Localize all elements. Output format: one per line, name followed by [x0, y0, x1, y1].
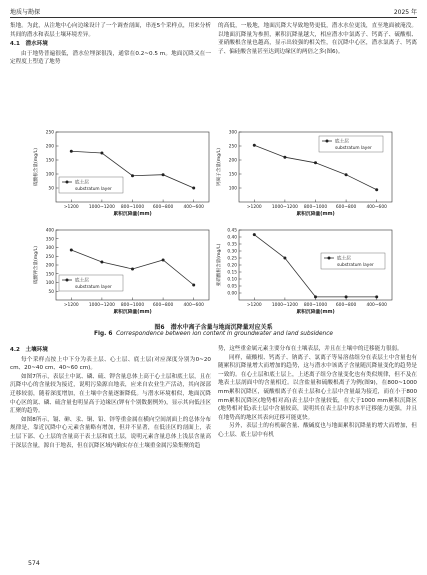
paragraph: 如图7所示，表层土中氮、磷、硫、钾含量总体上高于心土层和底土层，且在沉降中心的含量较为接近，说明污染源自地表，应来自农业生产活动，其向深部迁移较弱，随着深度增加，在土壤中含量逐渐降低。与潜水环境相似，地面沉降中心区的氮、磷、硫含量也明显高于边缘区(钾有个别数据例外)，显示其向低洼区汇聚的趋势。	[10, 373, 211, 415]
y-tick-label: 0.30	[227, 249, 237, 255]
right-column-bottom	[218, 345, 417, 440]
y-tick-label: 0.25	[227, 256, 237, 262]
data-point	[192, 284, 195, 287]
paragraph: 势，这些重金属元素主要分布在土壤表层，并且在土壤中的迁移能力很弱。	[218, 346, 403, 352]
legend-label-en: substratum layer	[337, 263, 374, 268]
y-tick-label: 350	[45, 237, 54, 243]
data-point	[162, 259, 165, 262]
data-point	[70, 150, 73, 153]
paragraph: 另外，表层土的有机碳含量、酸碱度也与地面累积沉降量的增大而增加，但心土层、底土层中有机	[218, 423, 417, 438]
y-tick-label: 200	[228, 158, 237, 164]
section-heading-4-1: 4.1 潜水环境	[10, 41, 48, 48]
chart-panel-d	[213, 224, 396, 322]
data-point	[162, 173, 165, 176]
x-tick-label: >1200	[246, 205, 262, 210]
header-rule	[10, 17, 417, 18]
chart-panel-c	[30, 224, 213, 322]
paragraph: 由于地势普遍很低，潜水位埋深很浅，通常在0.2~0.5 m。地面沉降又在一定程度上塑造了地势	[10, 50, 211, 66]
paragraph: 每个采样点按上中下分为表土层、心土层、底土层(对应深度分别为0~20 cm、20~40 cm、40~60 cm)。	[10, 356, 211, 372]
legend-label-en: substratum layer	[75, 187, 112, 192]
data-point	[283, 156, 286, 159]
x-tick-label: 400~600	[366, 303, 387, 308]
x-tick-label: >1200	[63, 205, 79, 210]
y-tick-label: 0.15	[227, 270, 237, 276]
figure-label: Fig. 6	[94, 331, 113, 337]
data-point	[345, 173, 348, 176]
y-tick-label: 150	[45, 158, 54, 164]
x-tick-label: 1000~1200	[88, 205, 115, 210]
legend-label-cn: 底土层	[335, 139, 349, 145]
y-axis-label: 亚硝酸根含量(mg/L)	[217, 243, 222, 287]
y-tick-label: 0.00	[227, 291, 237, 297]
x-tick-label: 800~1000	[303, 205, 328, 210]
legend-label-cn: 底土层	[337, 256, 351, 262]
data-point	[375, 188, 378, 191]
y-tick-label: 250	[45, 254, 54, 260]
left-column-bottom	[10, 345, 211, 450]
data-point	[314, 161, 317, 164]
x-tick-label: 400~600	[183, 205, 204, 210]
y-tick-label: 150	[45, 272, 54, 278]
y-tick-label: 400	[45, 228, 54, 234]
figure-caption-cn: 图6 潜水中离子含量与地面沉降量对应关系	[154, 324, 273, 331]
y-tick-label: 100	[228, 186, 237, 192]
paragraph: 如图8所示，镉、砷、汞、铜、铅、锌等重金属在横向空间剖面上的总体分布规律是，靠近沉降中心元素含量略有增加，但并不显著，在低洼区的剖面上，表土层下部、心土层的含量高于表土层和底土层，说明元素含量总体上浅层含量高于深层含量，源自于地表，但在沉降区域内确实存在土壤重金属污染集聚的趋	[10, 416, 211, 449]
journal-year: 2025 年	[393, 9, 417, 16]
x-tick-label: 1000~1200	[271, 205, 298, 210]
y-tick-label: 250	[228, 144, 237, 150]
x-tick-label: 800~1000	[303, 303, 328, 308]
y-axis-label: 硫酸钾含量(mg/L)	[34, 245, 39, 285]
x-tick-label: 1000~1200	[271, 303, 298, 308]
chart-panel-b	[213, 126, 396, 224]
paragraph: 同样，硫酸根、钙离子、钠离子、氯离子等易溶盐组分在表层土中含量也有随累积沉降量增大而增加的趋势，这与潜水中该离子含量随沉降量变化的趋势是一致的。在心土层和底土层上，上述离子组分含量变化也有类似规律，但不及在地表土层剖面中的含量相近。以含盐量和硫酸根离子为例(图9)，在800~1000 mm累积沉降区，硫酸根离子在表土层和心土层中含量最为接近，而在小于800 mm累积沉降区(地势相对高)表土层中含量较低，在大于1000 mm累积沉降区(地势相对低)表土层中含量较高，说明其在表土层中的水平迁移能力更强，并且在地势高的地区其表向迁移可能更快。	[218, 354, 417, 421]
paragraph: 集地。为此，从注地中心向边缘设计了一个调查剖面，串连5个采样点，用来分析其间的潜水和表层土壤环境差异。	[10, 23, 211, 38]
right-column-top	[218, 22, 417, 56]
data-point	[131, 268, 134, 271]
chart-panel-a	[30, 126, 213, 224]
y-tick-label: 0.40	[227, 235, 237, 241]
y-tick-label: 200	[45, 144, 54, 150]
x-tick-label: >1200	[63, 303, 79, 308]
section-heading-4-2: 4.2 土壤环境	[10, 347, 48, 353]
y-tick-label: 50	[48, 186, 54, 192]
data-point	[131, 174, 134, 177]
figure-caption-en	[10, 331, 417, 337]
x-tick-label: 600~800	[335, 303, 357, 308]
data-point	[100, 152, 103, 155]
legend-marker	[66, 279, 69, 282]
y-tick-label: 0.10	[227, 277, 237, 283]
legend-marker	[328, 257, 331, 260]
legend-marker	[326, 140, 329, 143]
y-tick-label: 0.05	[227, 284, 237, 290]
x-tick-label: 600~800	[335, 205, 357, 210]
y-tick-label: 0.35	[227, 242, 237, 248]
data-point	[375, 295, 378, 298]
y-tick-label: 300	[228, 130, 237, 136]
chart-svg-d	[213, 224, 396, 322]
y-axis-label: 钙离子含量(mg/L)	[217, 147, 222, 187]
y-tick-label: 300	[45, 246, 54, 252]
x-axis-label: 累积沉降量(mm)	[296, 212, 335, 217]
legend-label-cn: 底土层	[75, 278, 89, 284]
y-tick-label: 100	[45, 172, 54, 178]
y-tick-label: 200	[45, 263, 54, 269]
y-tick-label: 0.20	[227, 263, 237, 269]
data-point	[70, 249, 73, 252]
data-point	[314, 295, 317, 298]
y-axis-label: 硫酸根含量(mg/L)	[34, 147, 39, 187]
figure-6	[30, 126, 396, 331]
legend-label-cn: 底土层	[75, 180, 89, 186]
legend-label-en: substratum layer	[75, 285, 112, 290]
y-tick-label: 150	[228, 172, 237, 178]
figure-caption-en-text: Correspondence between ion content in groundwater and land subsidence	[116, 331, 333, 337]
chart-svg-c	[30, 224, 213, 322]
left-column-top	[10, 22, 211, 67]
chart-svg-a	[30, 126, 213, 224]
journal-name: 地质与勘探	[10, 9, 41, 16]
legend-marker	[66, 181, 69, 184]
data-point	[253, 233, 256, 236]
data-point	[345, 295, 348, 298]
x-tick-label: 600~800	[152, 205, 174, 210]
y-tick-label: 50	[48, 289, 54, 295]
x-tick-label: 800~1000	[120, 205, 145, 210]
legend-label-en: substratum layer	[335, 146, 372, 151]
data-point	[253, 144, 256, 147]
x-axis-label: 累积沉降量(mm)	[113, 212, 152, 217]
y-tick-label: 250	[45, 130, 54, 136]
chart-svg-b	[213, 126, 396, 224]
page-number: 574	[28, 560, 40, 567]
x-tick-label: 800~1000	[120, 303, 145, 308]
x-tick-label: 400~600	[366, 205, 387, 210]
x-axis-label: 累积沉降量(mm)	[113, 310, 152, 315]
x-tick-label: >1200	[246, 303, 262, 308]
y-tick-label: 100	[45, 281, 54, 287]
data-point	[100, 261, 103, 264]
paragraph: 的高低，一般地，地面沉降大导致地势更低，潜水水位更浅，直至地面被淹没。以地面沉降量为参照，累积沉降量越大，相应潜水中氯离子、钙离子、硫酸根、亚硝酸根含量也越高，显示出较强的相关性，在沉降中心区，潜水氯离子、钙离子、偏硅酸含量甚至达到边缘区的两倍之多(图6)。	[218, 23, 417, 55]
x-tick-label: 400~600	[183, 303, 204, 308]
data-point	[283, 257, 286, 260]
x-tick-label: 600~800	[152, 303, 174, 308]
x-axis-label: 累积沉降量(mm)	[296, 310, 335, 315]
x-tick-label: 1000~1200	[88, 303, 115, 308]
data-point	[192, 187, 195, 190]
y-tick-label: 0.45	[227, 228, 237, 234]
